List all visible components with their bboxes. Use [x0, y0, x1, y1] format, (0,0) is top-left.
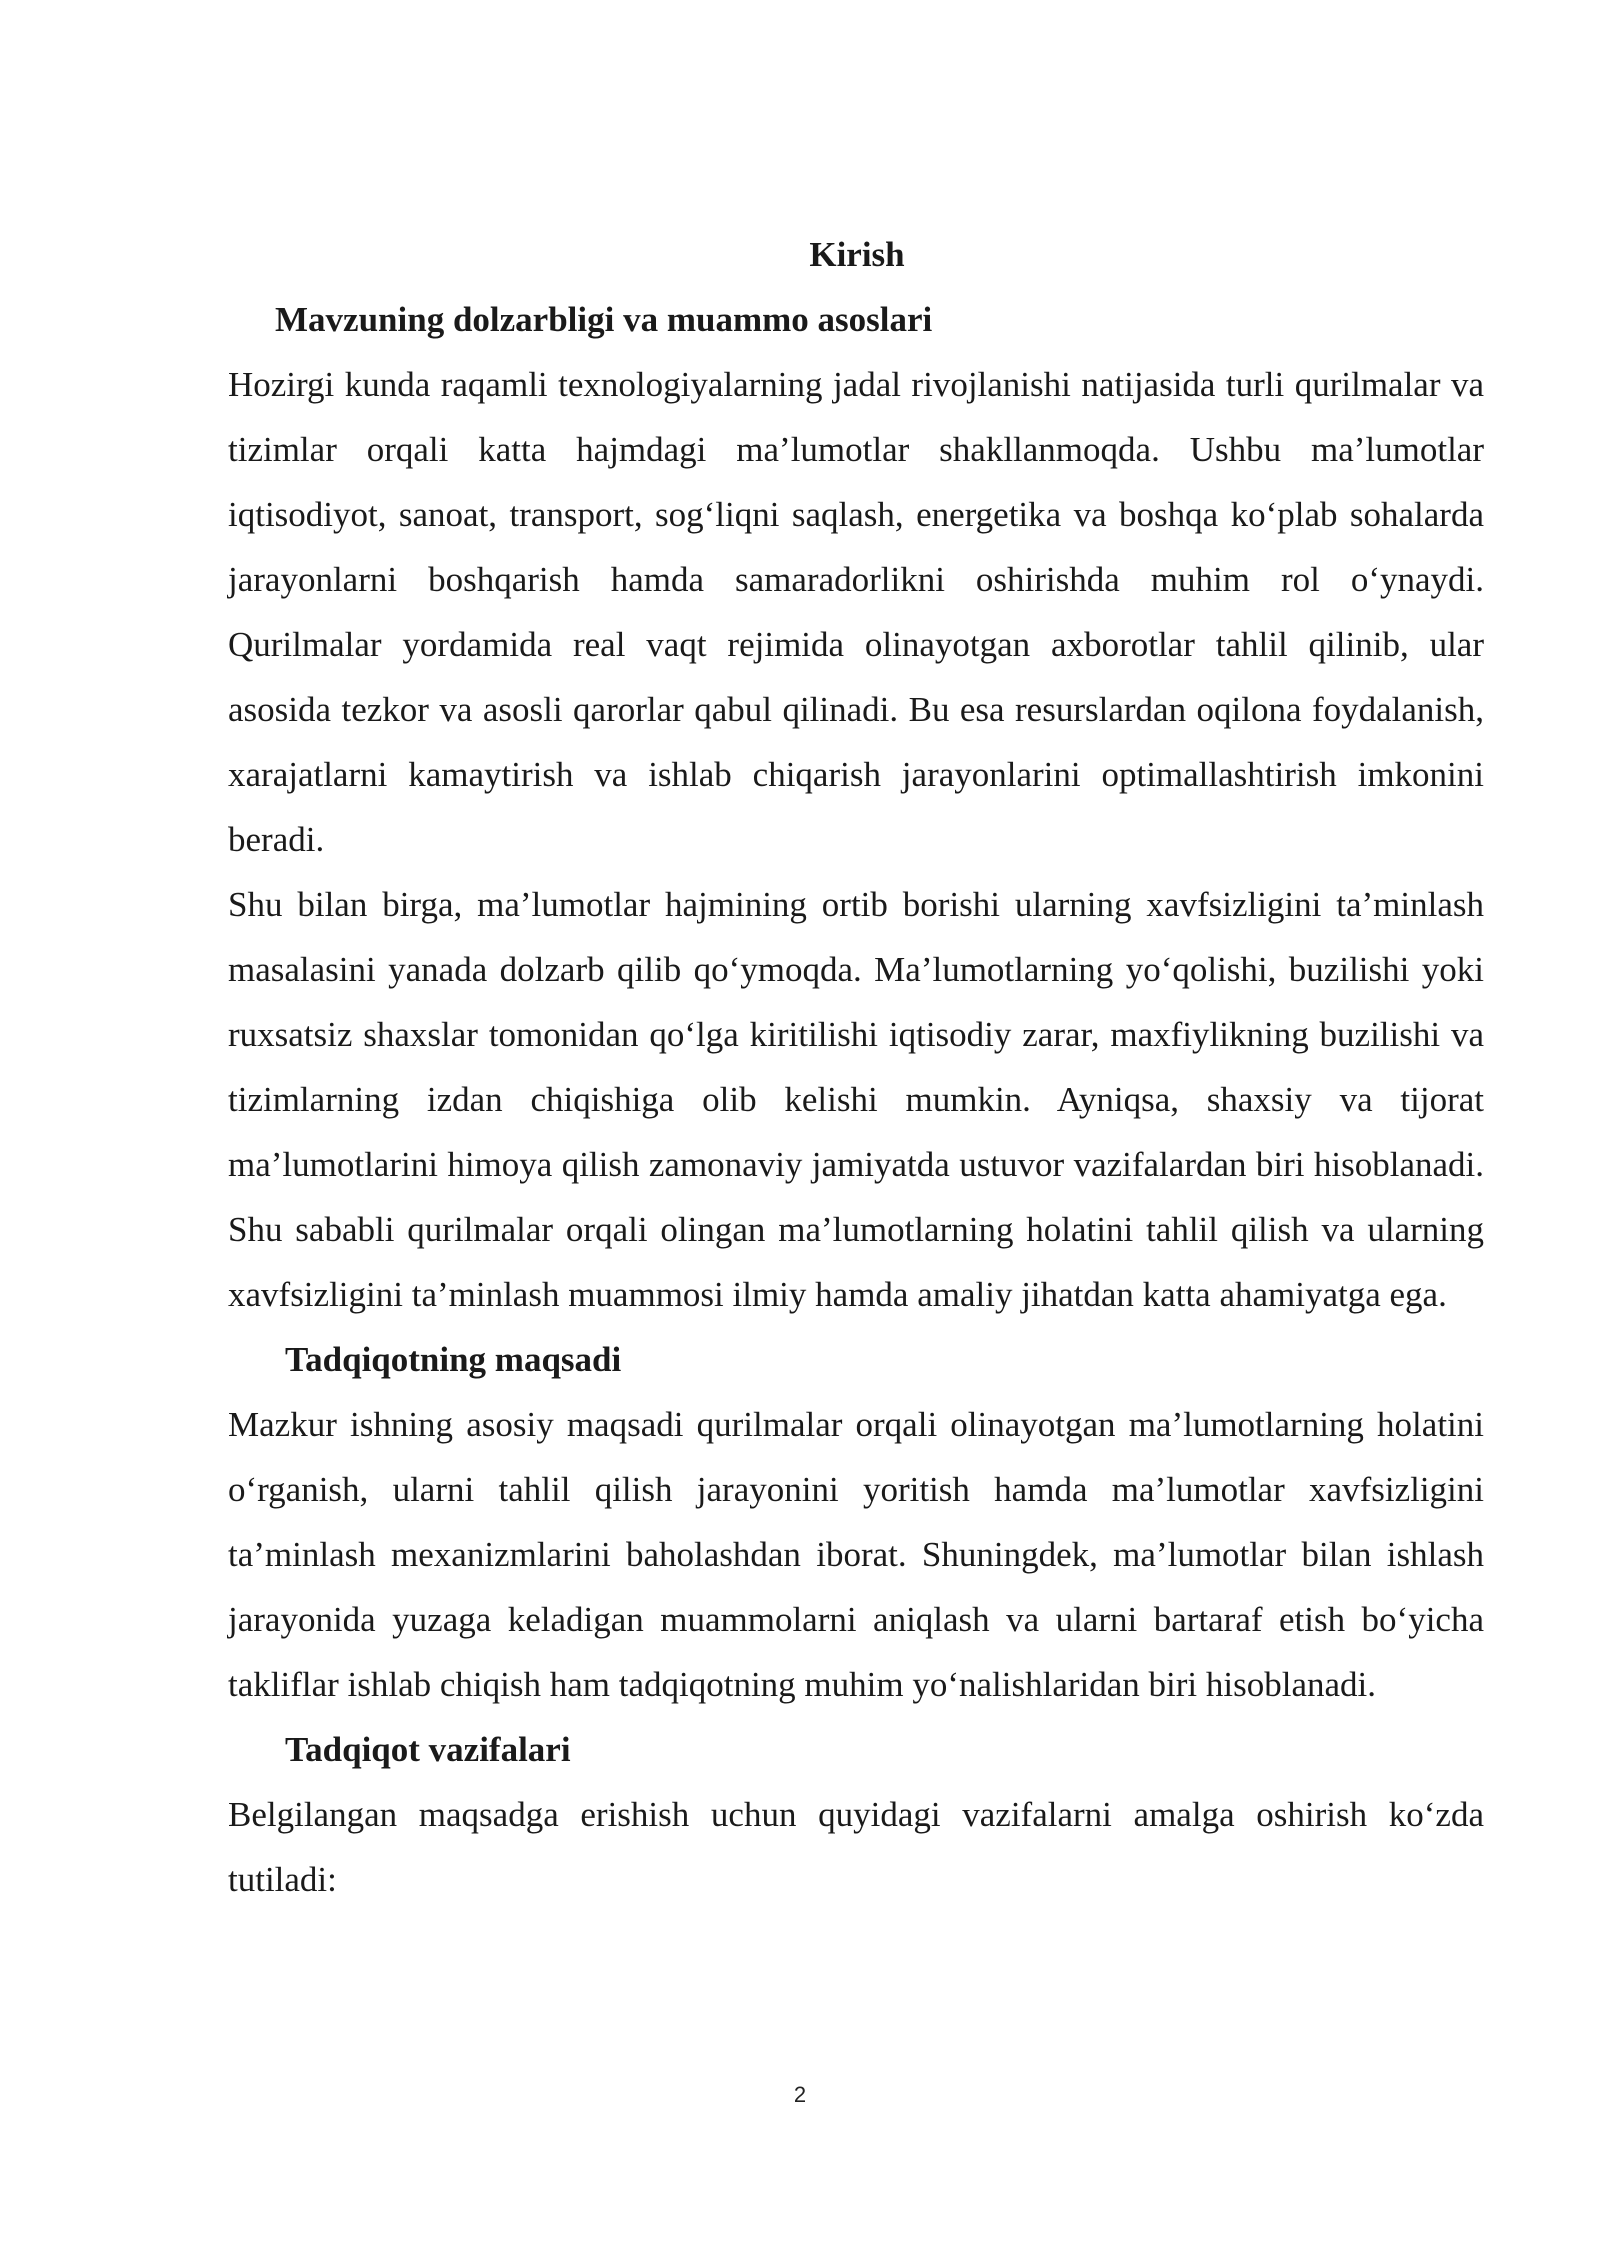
paragraph-tasks: Belgilangan maqsadga erishish uchun quyidagi vazifalarni amalga oshirish ko‘zda tutiladi: [228, 1795, 1484, 1899]
section-heading-tasks: Tadqiqot vazifalari [285, 1730, 571, 1769]
paragraph-goal: Mazkur ishning asosiy maqsadi qurilmalar orqali olinayotgan ma’lumotlarning holatini o‘rganish, ularni tahlil qilish jarayonini yoritish hamda ma’lumotlar xavfsizligini ta’minlash mexanizmlarini baholashdan iborat. Shuningdek, ma’lumotlar bilan ishlash jarayonida yuzaga keladigan muammolarni aniqlash va ularni bartaraf etish bo‘yicha takliflar ishlab chiqish ham tadqiqotning muhim yo‘nalishlaridan biri hisoblanadi. [228, 1405, 1484, 1704]
page-number: 2 [793, 2082, 807, 2107]
document-page [228, 222, 1484, 1912]
section-heading-goal: Tadqiqotning maqsadi [285, 1340, 622, 1379]
paragraph-relevance-2: Shu bilan birga, ma’lumotlar hajmining ortib borishi ularning xavfsizligini ta’minlash masalasini yanada dolzarb qilib qo‘ymoqda. Ma’lumotlarning yo‘qolishi, buzilishi yoki ruxsatsiz shaxslar tomonidan qo‘lga kiritilishi iqtisodiy zarar, maxfiylikning buzilishi va tizimlarning izdan chiqishiga olib kelishi mumkin. Ayniqsa, shaxsiy va tijorat ma’lumotlarini himoya qilish zamonaviy jamiyatda ustuvor vazifalardan biri hisoblanadi. Shu sababli qurilmalar orqali olingan ma’lumotlarning holatini tahlil qilish va ularning xavfsizligini ta’minlash muammosi ilmiy hamda amaliy jihatdan katta ahamiyatga ega. [228, 885, 1484, 1314]
paragraph-relevance-1: Hozirgi kunda raqamli texnologiyalarning jadal rivojlanishi natijasida turli qurilmalar va tizimlar orqali katta hajmdagi ma’lumotlar shakllanmoqda. Ushbu ma’lumotlar iqtisodiyot, sanoat, transport, sog‘liqni saqlash, energetika va boshqa ko‘plab sohalarda jarayonlarni boshqarish hamda samaradorlikni oshirishda muhim rol o‘ynaydi. Qurilmalar yordamida real vaqt rejimida olinayotgan axborotlar tahlil qilinib, ular asosida tezkor va asosli qarorlar qabul qilinadi. Bu esa resurslardan oqilona foydalanish, xarajatlarni kamaytirish va ishlab chiqarish jarayonlarini optimallashtirish imkonini beradi. [228, 365, 1484, 859]
page-title: Kirish [809, 235, 905, 274]
section-heading-relevance: Mavzuning dolzarbligi va muammo asoslari [275, 300, 933, 339]
